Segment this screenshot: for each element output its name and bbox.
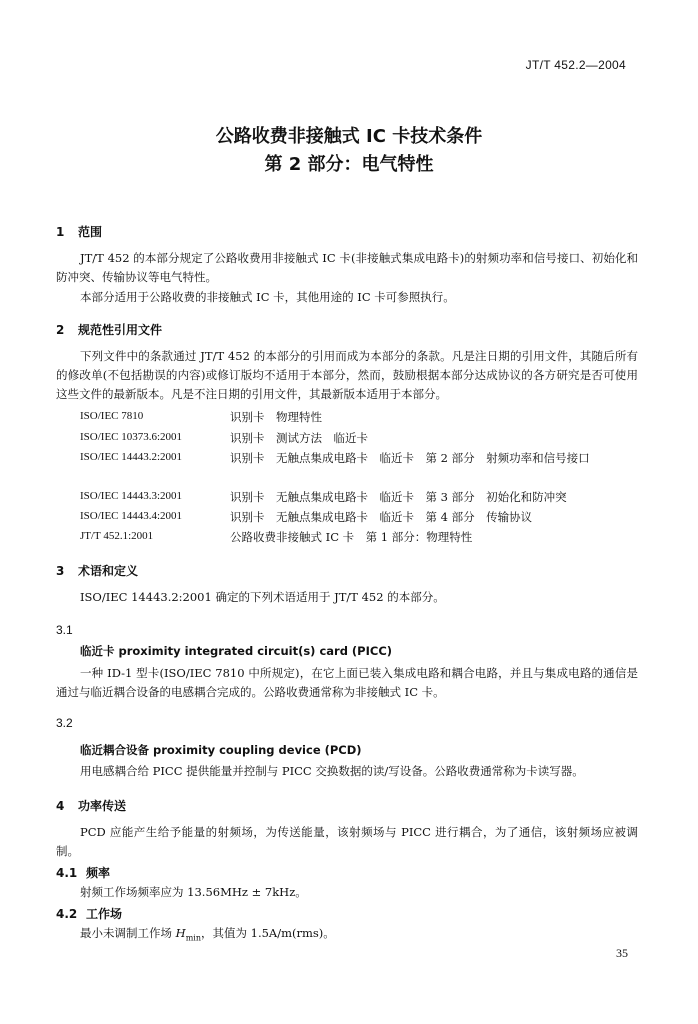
term-title: 临近耦合设备 proximity coupling device (PCD) <box>80 743 362 757</box>
field-symbol: H <box>175 926 186 940</box>
subsection-number: 4.1 <box>56 866 78 880</box>
section-title: 范围 <box>78 225 103 239</box>
subsection-title: 工作场 <box>86 907 123 921</box>
section-heading-power-transfer <box>56 797 126 814</box>
reference-code: ISO/IEC 14443.4:2001 <box>80 510 183 522</box>
text-run: 最小未调制工作场 <box>80 926 176 940</box>
section-number: 4 <box>56 799 65 813</box>
section-number: 3 <box>56 564 65 578</box>
term-title: 临近卡 proximity integrated circuit(s) card (PICC) <box>80 644 393 658</box>
term-definition: 用电感耦合给 PICC 提供能量并控制与 PICC 交换数据的读/写设备。公路收费通常称为卡读写器。 <box>80 764 584 778</box>
reference-title: 识别卡 无触点集成电路卡 临近卡 第 3 部分 初始化和防冲突 <box>230 490 567 504</box>
document-subtitle: 第 2 部分：电气特性 <box>264 154 434 175</box>
section-heading-scope <box>56 223 102 240</box>
subsection-number: 4.2 <box>56 907 78 921</box>
reference-code: ISO/IEC 14443.3:2001 <box>80 490 183 502</box>
paragraph: ISO/IEC 14443.2:2001 确定的下列术语适用于 JT/T 452 的本部分。 <box>80 590 445 604</box>
paragraph <box>80 925 335 942</box>
reference-code: ISO/IEC 10373.6:2001 <box>80 431 183 443</box>
page-number: 35 <box>616 946 628 960</box>
paragraph: JT/T 452 的本部分规定了公路收费用非接触式 IC 卡(非接触式集成电路卡)的射频功率和信号接口、初始化和防冲突、传输协议等电气特性。 <box>56 251 638 284</box>
section-title: 规范性引用文件 <box>78 323 163 337</box>
paragraph: 下列文件中的条款通过 JT/T 452 的本部分的引用而成为本部分的条款。凡是注日期的引用文件，其随后所有的修改单(不包括勘误的内容)或修订版均不适用于本部分，然而，鼓励根据本部分达成协议的各方研究是否可使用这些文件的最新版本。凡是不注日期的引用文件，其最新版本适用于本部分。 <box>56 349 638 401</box>
section-title: 术语和定义 <box>78 564 139 578</box>
section-number: 2 <box>56 323 65 337</box>
reference-title: 识别卡 无触点集成电路卡 临近卡 第 2 部分 射频功率和信号接口 <box>230 451 590 465</box>
term-number: 3.2 <box>56 716 73 730</box>
subsection-title: 频率 <box>86 866 111 880</box>
reference-code: ISO/IEC 7810 <box>80 410 144 422</box>
standard-number: JT/T 452.2—2004 <box>525 58 626 72</box>
subsection-heading-frequency <box>56 864 110 881</box>
reference-code: ISO/IEC 14443.2:2001 <box>80 451 183 463</box>
term-number: 3.1 <box>56 623 73 637</box>
section-title: 功率传送 <box>78 799 127 813</box>
reference-title: 识别卡 测试方法 临近卡 <box>230 431 368 445</box>
section-heading-normative-references <box>56 321 162 338</box>
reference-title: 识别卡 无触点集成电路卡 临近卡 第 4 部分 传输协议 <box>230 510 533 524</box>
term-definition: 一种 ID-1 型卡(ISO/IEC 7810 中所规定)，在它上面已装入集成电路和耦合电路，并且与集成电路的通信是通过与临近耦合设备的电感耦合完成的。公路收费通常称为非接触式 IC 卡。 <box>56 666 638 699</box>
section-number: 1 <box>56 225 65 239</box>
reference-title: 识别卡 物理特性 <box>230 410 322 424</box>
document-title: 公路收费非接触式 IC 卡技术条件 <box>215 126 483 147</box>
subsection-heading-operating-field <box>56 905 122 922</box>
text-run: ，其值为 1.5A/m(rms)。 <box>200 926 335 940</box>
paragraph: 本部分适用于公路收费的非接触式 IC 卡，其他用途的 IC 卡可参照执行。 <box>80 290 455 304</box>
section-heading-terms-definitions <box>56 562 138 579</box>
reference-code: JT/T 452.1:2001 <box>80 530 154 542</box>
paragraph: 射频工作场频率应为 13.56MHz ± 7kHz。 <box>80 885 307 899</box>
paragraph: PCD 应能产生给予能量的射频场，为传送能量，该射频场与 PICC 进行耦合，为了通信，该射频场应被调制。 <box>56 825 638 858</box>
field-symbol-subscript: min <box>185 933 201 943</box>
reference-title: 公路收费非接触式 IC 卡 第 1 部分：物理特性 <box>230 530 473 544</box>
